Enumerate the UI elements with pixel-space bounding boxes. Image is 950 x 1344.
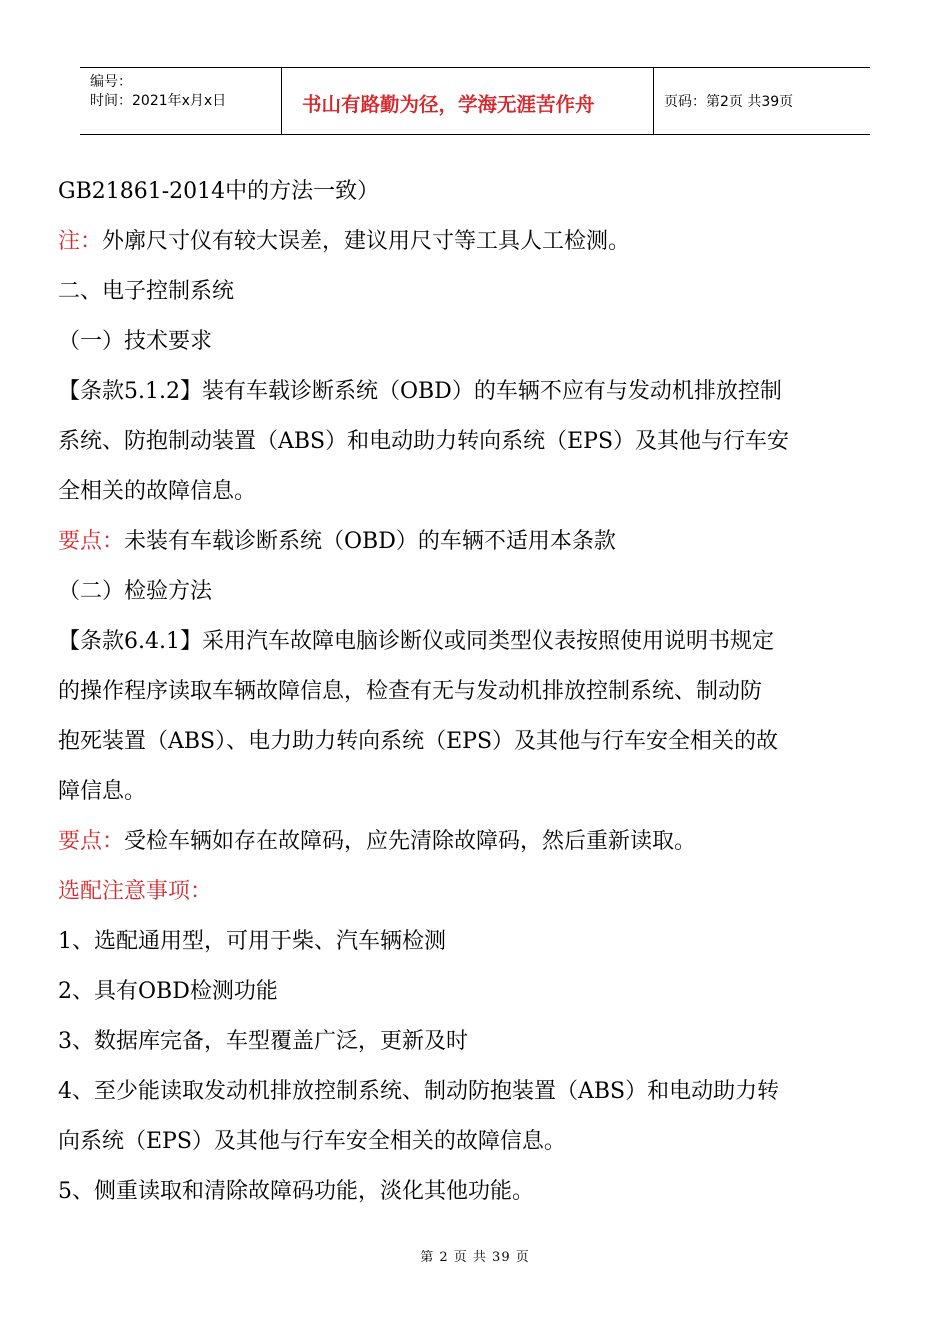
list-item: [58, 1067, 898, 1117]
text-line: [58, 817, 898, 867]
page-footer: 第 2 页 共 39 页: [420, 1250, 530, 1265]
line-text: 障信息。: [58, 779, 147, 804]
header-meta: [80, 68, 282, 134]
line-text: GB21861-2014中的方法一致）: [58, 179, 380, 204]
list-item: [58, 1117, 898, 1167]
text-line: [58, 617, 898, 667]
text-line: [58, 167, 898, 217]
text-line: [58, 667, 898, 717]
time-label: 时间：2021年x月x日: [90, 93, 227, 109]
list-item: [58, 1017, 898, 1067]
header-page-info: 页码：第2页 共39页: [664, 94, 794, 110]
line-label: 要点：: [58, 529, 125, 554]
line-text: 【条款6.4.1】采用汽车故障电脑诊断仪或同类型仪表按照使用说明书规定: [58, 629, 774, 654]
text-line: [58, 767, 898, 817]
header-motto: 书山有路勤为径，学海无涯苦作舟: [282, 68, 654, 134]
text-line: [58, 417, 898, 467]
line-text: （二）检验方法: [58, 579, 213, 604]
text-line: [58, 367, 898, 417]
line-text: 全相关的故障信息。: [58, 479, 257, 504]
document-body: [58, 167, 898, 1217]
line-text: 3、数据库完备，车型覆盖广泛，更新及时: [58, 1029, 468, 1054]
line-label: 选配注意事项：: [58, 879, 213, 904]
subsection-heading: [58, 567, 898, 617]
list-item: [58, 1167, 898, 1217]
line-text: 受检车辆如存在故障码，应先清除故障码，然后重新读取。: [124, 829, 697, 854]
line-label: 注：: [58, 229, 103, 254]
line-text: 【条款5.1.2】装有车载诊断系统（OBD）的车辆不应有与发动机排放控制: [58, 379, 782, 404]
number-label: 编号：: [90, 74, 132, 90]
line-text: 1、选配通用型，可用于柴、汽车辆检测: [58, 929, 446, 954]
line-text: 二、电子控制系统: [58, 279, 235, 304]
list-item: [58, 967, 898, 1017]
page-header: [80, 67, 870, 135]
line-text: 向系统（EPS）及其他与行车安全相关的故障信息。: [58, 1129, 566, 1154]
line-text: 2、具有OBD检测功能: [58, 979, 278, 1004]
line-text: （一）技术要求: [58, 329, 213, 354]
line-text: 的操作程序读取车辆故障信息，检查有无与发动机排放控制系统、制动防: [58, 679, 763, 704]
text-line: [58, 467, 898, 517]
list-item: [58, 917, 898, 967]
line-text: 抱死装置（ABS）、电力助力转向系统（EPS）及其他与行车安全相关的故: [58, 729, 779, 754]
line-text: 5、侧重读取和清除故障码功能，淡化其他功能。: [58, 1179, 534, 1204]
text-line: [58, 717, 898, 767]
line-label: 要点：: [58, 829, 125, 854]
line-text: 4、至少能读取发动机排放控制系统、制动防抱装置（ABS）和电动助力转: [58, 1079, 780, 1104]
text-line: [58, 867, 898, 917]
line-text: 外廓尺寸仪有较大误差，建议用尺寸等工具人工检测。: [102, 229, 631, 254]
line-text: 系统、防抱制动装置（ABS）和电动助力转向系统（EPS）及其他与行车安: [58, 429, 790, 454]
subsection-heading: [58, 317, 898, 367]
text-line: [58, 517, 898, 567]
section-heading: [58, 267, 898, 317]
line-text: 未装有车载诊断系统（OBD）的车辆不适用本条款: [124, 529, 616, 554]
text-line: [58, 217, 898, 267]
